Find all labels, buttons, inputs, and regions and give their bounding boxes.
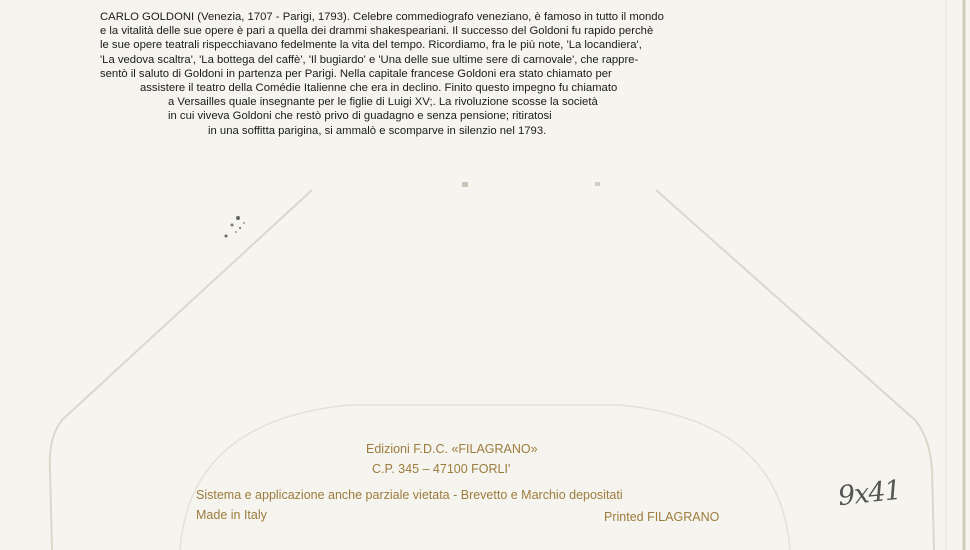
- bio-line: CARLO GOLDONI (Venezia, 1707 - Parigi, 1793). Celebre commediografo veneziano, è famoso in tutto il mondo: [100, 11, 664, 23]
- bio-line: a Versailles quale insegnante per le figlie di Luigi XV;. La rivoluzione scosse la società: [168, 96, 598, 109]
- publisher-name: Edizioni F.D.C. «FILAGRANO»: [366, 442, 538, 456]
- publisher-address: C.P. 345 – 47100 FORLI': [372, 462, 511, 476]
- rights-notice: Sistema e applicazione anche parziale vietata - Brevetto e Marchio depositati: [196, 488, 623, 502]
- bio-line: assistere il teatro della Comédie Italienne che era in declino. Finito questo impegno fu chiamato: [140, 82, 618, 95]
- bio-line: le sue opere teatrali rispecchiavano fedelmente la vita del tempo. Ricordiamo, fra le più note, 'La locandiera',: [100, 39, 642, 52]
- bio-line: in una soffitta parigina, si ammalò e scomparve in silenzio nel 1793.: [208, 124, 547, 137]
- handwritten-number: 9x41: [836, 474, 903, 513]
- bio-line: in cui viveva Goldoni che restò privo di guadagno e senza pensione; ritiratosi: [168, 110, 552, 123]
- made-in-label: Made in Italy: [196, 508, 267, 522]
- biography-text: [100, 10, 835, 138]
- bio-line: e la vitalità delle sue opere è pari a quella dei drammi shakespeariani. Il successo del Goldoni fu rapido perchè: [100, 25, 654, 38]
- bio-line: 'La vedova scaltra', 'La bottega del caffè', 'Il bugiardo' e 'Una delle sue ultime sere di carnovale', che rappre-: [100, 53, 639, 66]
- printed-by-label: Printed FILAGRANO: [604, 510, 720, 524]
- bio-line: sentò il saluto di Goldoni in partenza per Parigi. Nella capitale francese Goldoni era stato chiamato per: [100, 67, 612, 80]
